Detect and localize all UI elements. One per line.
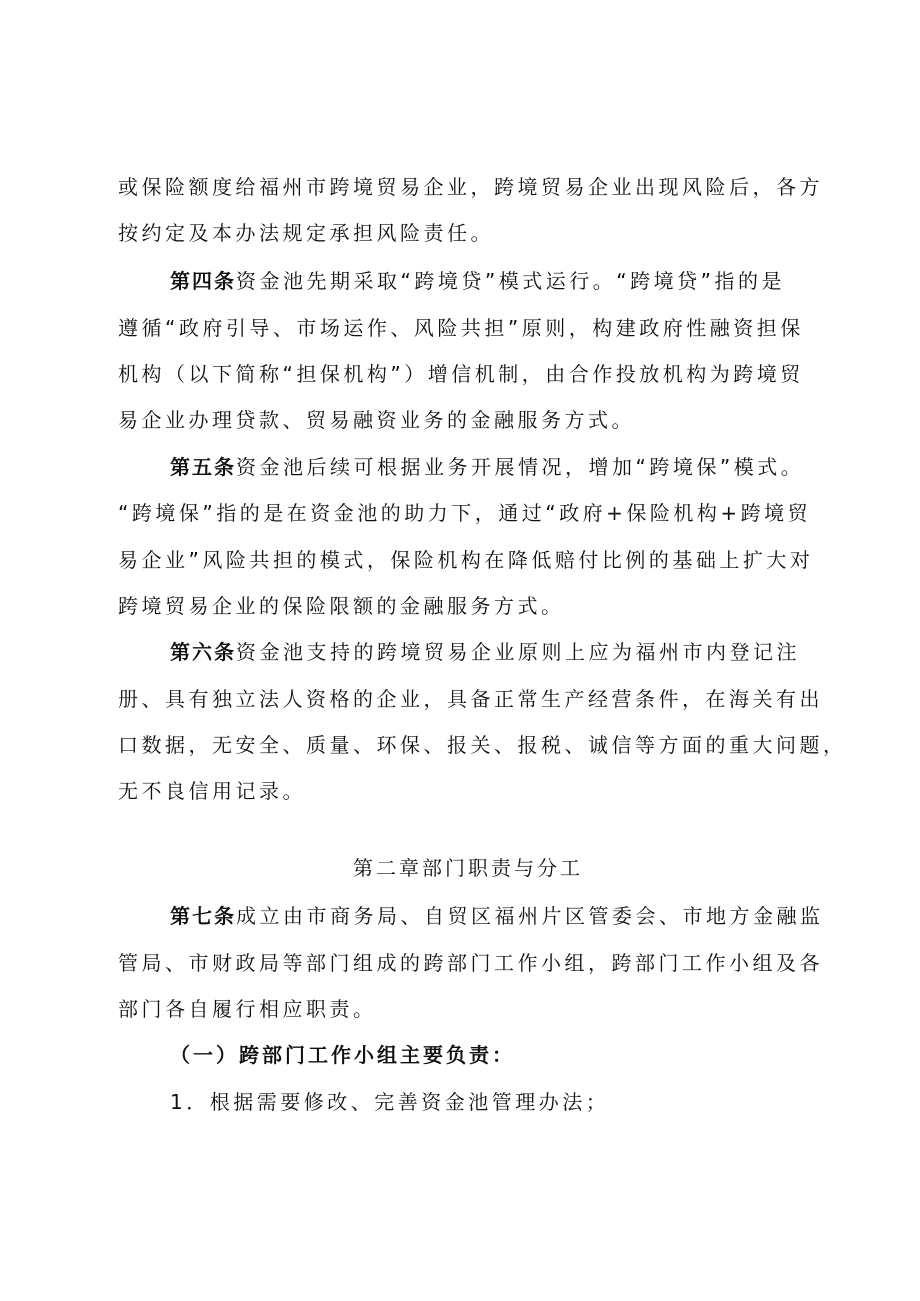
paragraph-line: 机构（以下简称“担保机构”）增信机制，由合作投放机构为跨境贸: [118, 362, 804, 386]
article-7-text: 成立由市商务局、自贸区福州片区管委会、市地方金融监: [236, 904, 824, 928]
section-heading: （一）跨部门工作小组主要负责：: [170, 1043, 515, 1067]
paragraph-line: 或保险额度给福州市跨境贸易企业，跨境贸易企业出现风险后，各方: [118, 175, 823, 199]
article-6-label: 第六条: [170, 640, 236, 664]
paragraph-line: 易企业办理贷款、贸易融资业务的金融服务方式。: [118, 408, 635, 432]
article-6-first-line: [170, 637, 800, 667]
paragraph-line: 易企业”风险共担的模式，保险机构在降低赔付比例的基础上扩大对: [118, 548, 814, 572]
paragraph-line: 跨境贸易企业的保险限额的金融服务方式。: [118, 594, 565, 618]
paragraph-line: 无不良信用记录。: [118, 779, 306, 803]
chapter-heading: 第二章部门职责与分工: [353, 856, 583, 880]
article-4-text: 资金池先期采取“跨境贷”模式运行。“跨境贷”指的是: [236, 269, 785, 293]
article-5-first-line: [170, 452, 804, 482]
paragraph-line: “跨境保”指的是在资金池的助力下，通过“政府+保险机构+跨境贸: [118, 501, 812, 525]
paragraph-line: 口数据，无安全、质量、环保、报关、报税、诚信等方面的重大问题，: [118, 733, 847, 757]
paragraph-line: 按约定及本办法规定承担风险责任。: [118, 221, 494, 245]
article-5-text: 资金池后续可根据业务开展情况，增加“跨境保”模式。: [236, 455, 805, 479]
paragraph-line: 册、具有独立法人资格的企业，具备正常生产经营条件，在海关有出: [118, 687, 823, 711]
article-4-first-line: [170, 266, 785, 296]
list-item: 1．根据需要修改、完善资金池管理办法；: [170, 1090, 610, 1114]
paragraph-line: 部门各自履行相应职责。: [118, 997, 377, 1021]
article-5-label: 第五条: [170, 455, 236, 479]
article-7-label: 第七条: [170, 904, 236, 928]
article-4-label: 第四条: [170, 269, 236, 293]
article-6-text: 资金池支持的跨境贸易企业原则上应为福州市内登记注: [236, 640, 800, 664]
article-7-first-line: [170, 901, 824, 931]
paragraph-line: 管局、市财政局等部门组成的跨部门工作小组，跨部门工作小组及各: [118, 951, 823, 975]
paragraph-line: 遵循“政府引导、市场运作、风险共担”原则，构建政府性融资担保: [118, 316, 804, 340]
